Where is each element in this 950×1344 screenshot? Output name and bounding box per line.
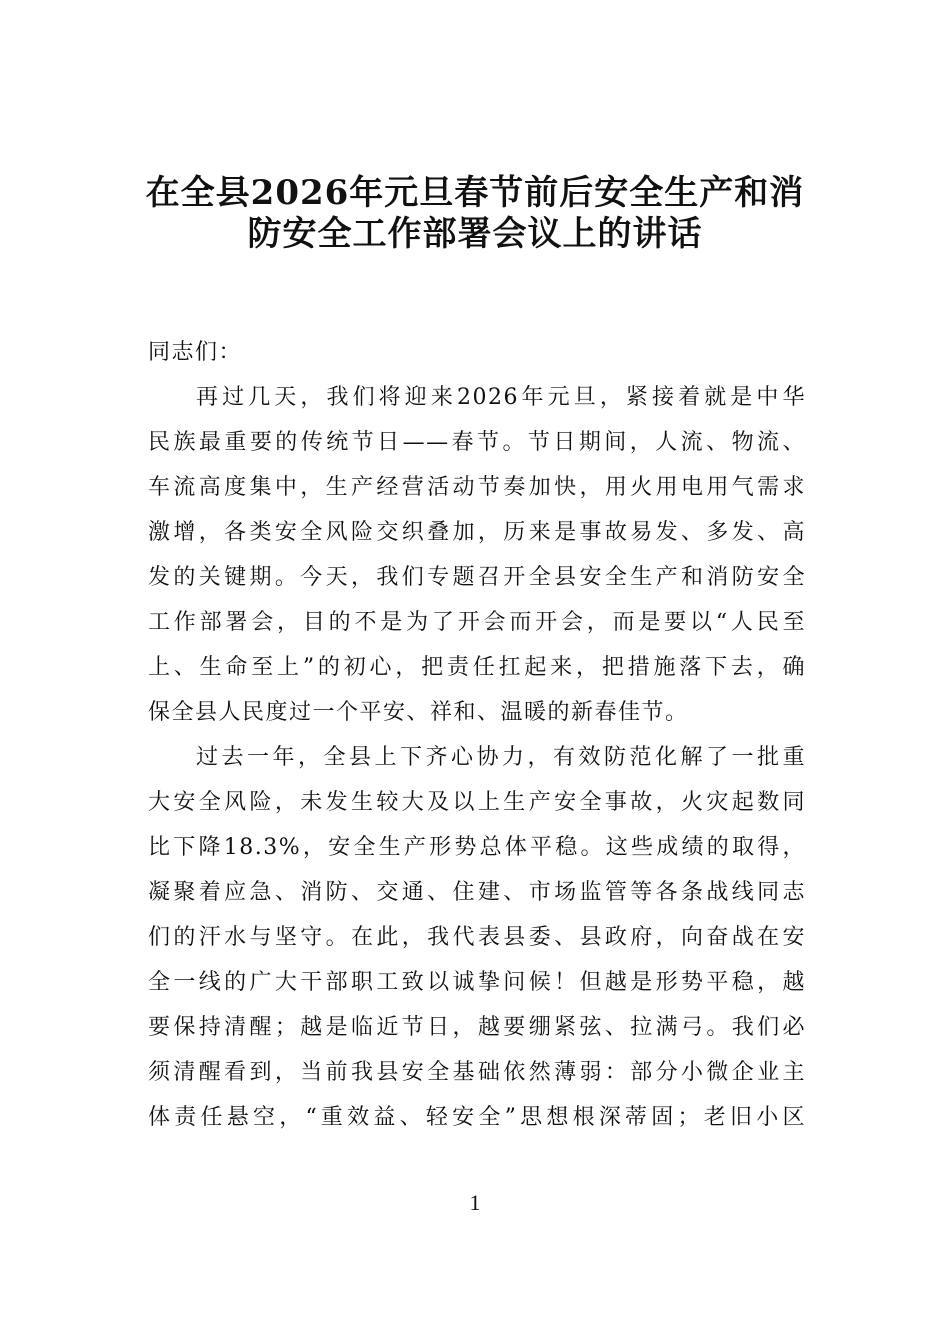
paragraph-2-line: 比下降18.3%，安全生产形势总体平稳。这些成绩的取得， xyxy=(148,835,806,860)
paragraph-1-line: 车流高度集中，生产经营活动节奏加快，用火用电用气需求 xyxy=(148,475,806,500)
document-title-line-1: 在全县2026年元旦春节前后安全生产和消 xyxy=(145,173,805,213)
document-body xyxy=(148,330,806,1140)
paragraph-2-line: 全一线的广大干部职工致以诚挚问候！但越是形势平稳，越 xyxy=(148,970,806,995)
paragraph-1-line: 保全县人民度过一个平安、祥和、温暖的新春佳节。 xyxy=(148,700,689,725)
paragraph-2-line: 们的汗水与坚守。在此，我代表县委、县政府，向奋战在安 xyxy=(148,925,806,950)
paragraph-2-line: 过去一年，全县上下齐心协力，有效防范化解了一批重 xyxy=(196,745,806,770)
paragraph-1-line: 激增，各类安全风险交织叠加，历来是事故易发、多发、高 xyxy=(148,520,806,545)
paragraph-2-line: 须清醒看到，当前我县安全基础依然薄弱：部分小微企业主 xyxy=(148,1060,806,1085)
paragraph-1-line: 上、生命至上”的初心，把责任扛起来，把措施落下去，确 xyxy=(148,655,806,680)
paragraph-1-line: 发的关键期。今天，我们专题召开全县安全生产和消防安全 xyxy=(148,565,806,590)
paragraph-1-line: 民族最重要的传统节日——春节。节日期间，人流、物流、 xyxy=(148,430,806,455)
page-number: 1 xyxy=(469,1190,481,1215)
paragraph-2-line: 要保持清醒；越是临近节日，越要绷紧弦、拉满弓。我们必 xyxy=(148,1015,806,1040)
paragraph-1-line: 再过几天，我们将迎来2026年元旦，紧接着就是中华 xyxy=(196,385,806,410)
paragraph-2-line: 凝聚着应急、消防、交通、住建、市场监管等各条战线同志 xyxy=(148,880,806,905)
paragraph-2-line: 大安全风险，未发生较大及以上生产安全事故，火灾起数同 xyxy=(148,790,806,815)
paragraph-1-line: 工作部署会，目的不是为了开会而开会，而是要以“人民至 xyxy=(148,610,806,635)
document-title-line-2: 防安全工作部署会议上的讲话 xyxy=(247,214,703,254)
paragraph-2-line: 体责任悬空，“重效益、轻安全”思想根深蒂固；老旧小区 xyxy=(148,1105,806,1130)
salutation: 同志们： xyxy=(148,340,243,365)
